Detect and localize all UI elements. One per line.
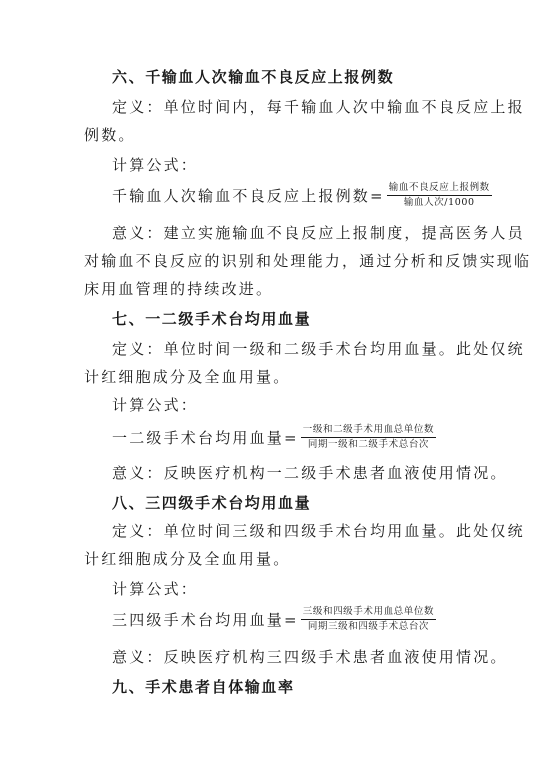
section-8-calc-label: 计算公式： — [112, 580, 199, 598]
section-6-formula-numerator: 输血不良反应上报例数 — [387, 182, 492, 196]
section-7-meaning-line-1: 意义：反映医疗机构一二级手术患者血液使用情况。 — [112, 464, 508, 482]
section-8-heading: 八、三四级手术台均用血量 — [112, 494, 312, 512]
section-8-formula — [112, 606, 436, 633]
section-8-definition-line-2: 计红细胞成分及全血用量。 — [84, 550, 291, 568]
section-6-meaning-line-1: 意义：建立实施输血不良反应上报制度，提高医务人员 — [112, 224, 525, 242]
section-9-heading: 九、手术患者自体输血率 — [112, 678, 295, 696]
section-7-formula — [112, 424, 436, 451]
section-6-meaning-line-2: 对输血不良反应的识别和处理能力，通过分析和反馈实现临 — [84, 252, 532, 270]
section-7-formula-lhs: 一二级手术台均用血量= — [112, 428, 299, 447]
section-7-formula-fraction — [301, 424, 436, 451]
section-7-formula-numerator: 一级和二级手术用血总单位数 — [301, 424, 436, 438]
section-7-definition-line-2: 计红细胞成分及全血用量。 — [84, 368, 291, 386]
section-8-formula-lhs: 三四级手术台均用血量= — [112, 610, 299, 629]
section-7-heading: 七、一二级手术台均用血量 — [112, 310, 312, 328]
section-6-definition-line-1: 定义：单位时间内，每千输血人次中输血不良反应上报 — [112, 98, 525, 116]
section-8-formula-fraction — [301, 606, 436, 633]
section-7-formula-denominator: 同期一级和二级手术总台次 — [307, 439, 430, 450]
section-6-formula-denominator: 输血人次/1000 — [403, 197, 475, 208]
section-7-calc-label: 计算公式： — [112, 396, 199, 414]
section-8-definition-line-1: 定义：单位时间三级和四级手术台均用血量。此处仅统 — [112, 522, 525, 540]
section-6-meaning-line-3: 床用血管理的持续改进。 — [84, 280, 274, 298]
section-6-heading: 六、千输血人次输血不良反应上报例数 — [112, 68, 395, 86]
section-6-formula-fraction — [387, 182, 492, 209]
section-8-meaning-line-1: 意义：反映医疗机构三四级手术患者血液使用情况。 — [112, 648, 508, 666]
section-7-definition-line-1: 定义：单位时间一级和二级手术台均用血量。此处仅统 — [112, 340, 525, 358]
section-6-calc-label: 计算公式： — [112, 156, 199, 174]
section-6-definition-line-2: 例数。 — [84, 126, 136, 144]
section-8-formula-numerator: 三级和四级手术用血总单位数 — [301, 606, 436, 620]
section-6-formula-lhs: 千输血人次输血不良反应上报例数= — [112, 186, 385, 205]
section-6-formula — [112, 182, 492, 209]
section-8-formula-denominator: 同期三级和四级手术总台次 — [307, 621, 430, 632]
